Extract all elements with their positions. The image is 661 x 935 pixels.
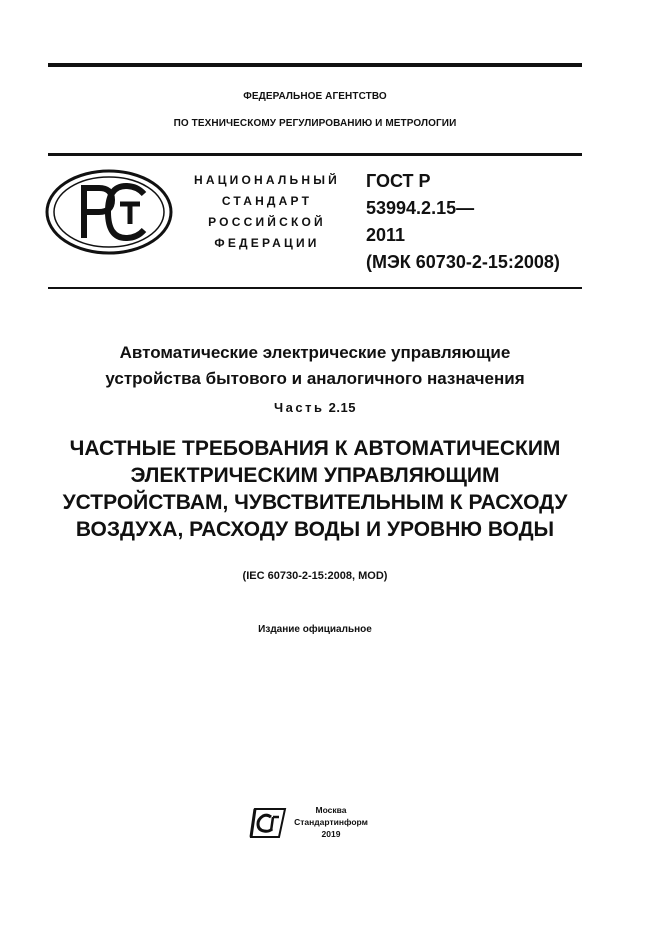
publisher-year: 2019 xyxy=(321,829,341,839)
top-rule xyxy=(48,63,582,67)
title-line-1: ЧАСТНЫЕ ТРЕБОВАНИЯ К АВТОМАТИЧЕСКИМ xyxy=(69,437,561,460)
publisher-city: Москва xyxy=(315,805,347,815)
publisher-info xyxy=(292,804,370,840)
gost-line-3: 2011 xyxy=(366,225,406,245)
standartinform-logo-icon xyxy=(249,805,287,839)
national-line-4: ФЕДЕРАЦИИ xyxy=(214,236,320,250)
title-line-3: УСТРОЙСТВАМ, ЧУВСТВИТЕЛЬНЫМ К РАСХОДУ xyxy=(62,491,568,514)
rst-certification-logo-icon xyxy=(44,168,174,256)
subtitle-line-1: Автоматические электрические управляющие xyxy=(119,343,511,362)
iec-reference: (IEC 60730-2-15:2008, MOD) xyxy=(242,570,388,582)
gost-line-1: ГОСТ Р xyxy=(366,171,431,191)
agency-line-2: ПО ТЕХНИЧЕСКОМУ РЕГУЛИРОВАНИЮ И МЕТРОЛОГИИ xyxy=(173,118,457,129)
subtitle-line-2: устройства бытового и аналогичного назначения xyxy=(105,369,525,388)
title-line-4: ВОЗДУХА, РАСХОДУ ВОДЫ И УРОВНЮ ВОДЫ xyxy=(75,518,555,541)
national-line-2: СТАНДАРТ xyxy=(221,194,313,208)
national-standard-label xyxy=(178,170,356,254)
header-rule xyxy=(48,153,582,156)
gost-line-4: (МЭК 60730-2-15:2008) xyxy=(366,252,560,272)
part-word: Часть xyxy=(274,400,325,415)
part-label xyxy=(48,400,582,415)
agency-line-1: ФЕДЕРАЛЬНОЕ АГЕНТСТВО xyxy=(243,91,387,102)
gost-designation xyxy=(366,168,560,276)
document-subtitle xyxy=(48,340,582,392)
standard-block-rule xyxy=(48,287,582,289)
national-line-3: РОССИЙСКОЙ xyxy=(208,215,326,229)
gost-line-2: 53994.2.15— xyxy=(366,198,475,218)
part-number: 2.15 xyxy=(328,400,356,415)
edition-label: Издание официальное xyxy=(258,624,372,635)
document-title xyxy=(38,435,592,543)
national-line-1: НАЦИОНАЛЬНЫЙ xyxy=(193,173,341,187)
title-line-2: ЭЛЕКТРИЧЕСКИМ УПРАВЛЯЮЩИМ xyxy=(130,464,500,487)
publisher-name: Стандартинформ xyxy=(294,817,368,827)
